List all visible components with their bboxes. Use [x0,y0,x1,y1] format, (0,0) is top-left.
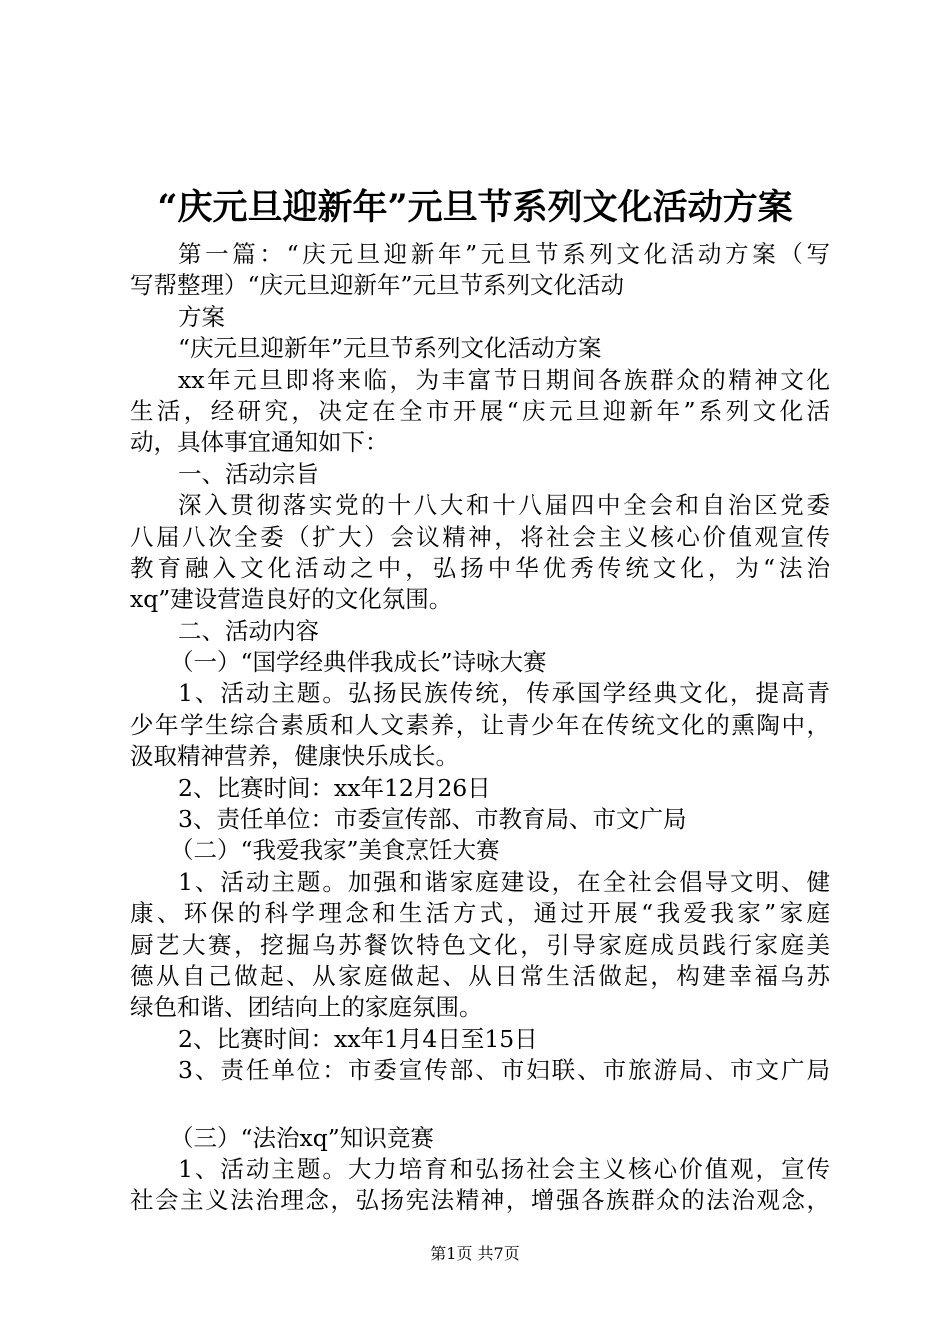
paragraph-line: 八届八次全委（扩大）会议精神，将社会主义核心价值观宣传 [130,522,830,551]
paragraph-line: 康、环保的科学理念和生活方式，通过开展“我爱我家”家庭 [130,899,830,928]
document-title: “庆元旦迎新年”元旦节系列文化活动方案 [157,187,793,228]
paragraph-line: 2、比赛时间：xx年1月4日至15日 [178,1024,538,1053]
paragraph-line: 第一篇：“庆元旦迎新年”元旦节系列文化活动方案（写 [178,240,830,268]
paragraph-line: 方案 [178,302,225,331]
paragraph-line: xq”建设营造良好的文化氛围。 [130,585,453,614]
page-footer: 第1页 共7页 [430,1244,520,1263]
paragraph-line: 1、活动主题。弘扬民族传统，传承国学经典文化，提高青 [178,679,830,708]
paragraph-line: 汲取精神营养，健康快乐成长。 [130,742,459,771]
subsection-heading: （三）“法治xq”知识竞赛 [170,1123,434,1152]
paragraph-line: 2、比赛时间：xx年12月26日 [178,773,491,802]
section-heading: 一、活动宗旨 [178,459,319,488]
blank-line [130,1087,830,1123]
paragraph-line: 动，具体事宜通知如下： [130,428,389,457]
paragraph-line: 德从自己做起、从家庭做起、从日常生活做起，构建幸福乌苏 [130,961,830,990]
paragraph-line: 写帮整理）“庆元旦迎新年”元旦节系列文化活动 [130,271,625,300]
paragraph-line: 1、活动主题。大力培育和弘扬社会主义核心价值观，宣传 [178,1154,830,1183]
paragraph-line: “庆元旦迎新年”元旦节系列文化活动方案 [178,334,602,363]
subsection-heading: （一）“国学经典伴我成长”诗咏大赛 [170,648,547,677]
paragraph-line: 绿色和谐、团结向上的家庭氛围。 [130,993,483,1022]
paragraph-line: 3、责任单位：市委宣传部、市妇联、市旅游局、市文广局 [178,1056,830,1085]
document-body [130,239,830,1217]
paragraph-line: 教育融入文化活动之中，弘扬中华优秀传统文化，为“法治 [130,553,830,582]
section-heading: 二、活动内容 [178,616,319,645]
paragraph-line: 深入贯彻落实党的十八大和十八届四中全会和自治区党委 [178,491,830,520]
subsection-heading: （二）“我爱我家”美食烹饪大赛 [170,836,500,865]
paragraph-line: 社会主义法治理念，弘扬宪法精神，增强各族群众的法治观念， [130,1186,830,1215]
paragraph-line: 生活，经研究，决定在全市开展“庆元旦迎新年”系列文化活 [130,396,830,425]
paragraph-line: 厨艺大赛，挖掘乌苏餐饮特色文化，引导家庭成员践行家庭美 [130,930,830,959]
paragraph-line: xx年元旦即将来临，为丰富节日期间各族群众的精神文化 [178,365,830,394]
paragraph-line: 少年学生综合素质和人文素养，让青少年在传统文化的熏陶中， [130,710,830,739]
paragraph-line: 3、责任单位：市委宣传部、市教育局、市文广局 [178,805,687,834]
paragraph-line: 1、活动主题。加强和谐家庭建设，在全社会倡导文明、健 [178,867,830,896]
